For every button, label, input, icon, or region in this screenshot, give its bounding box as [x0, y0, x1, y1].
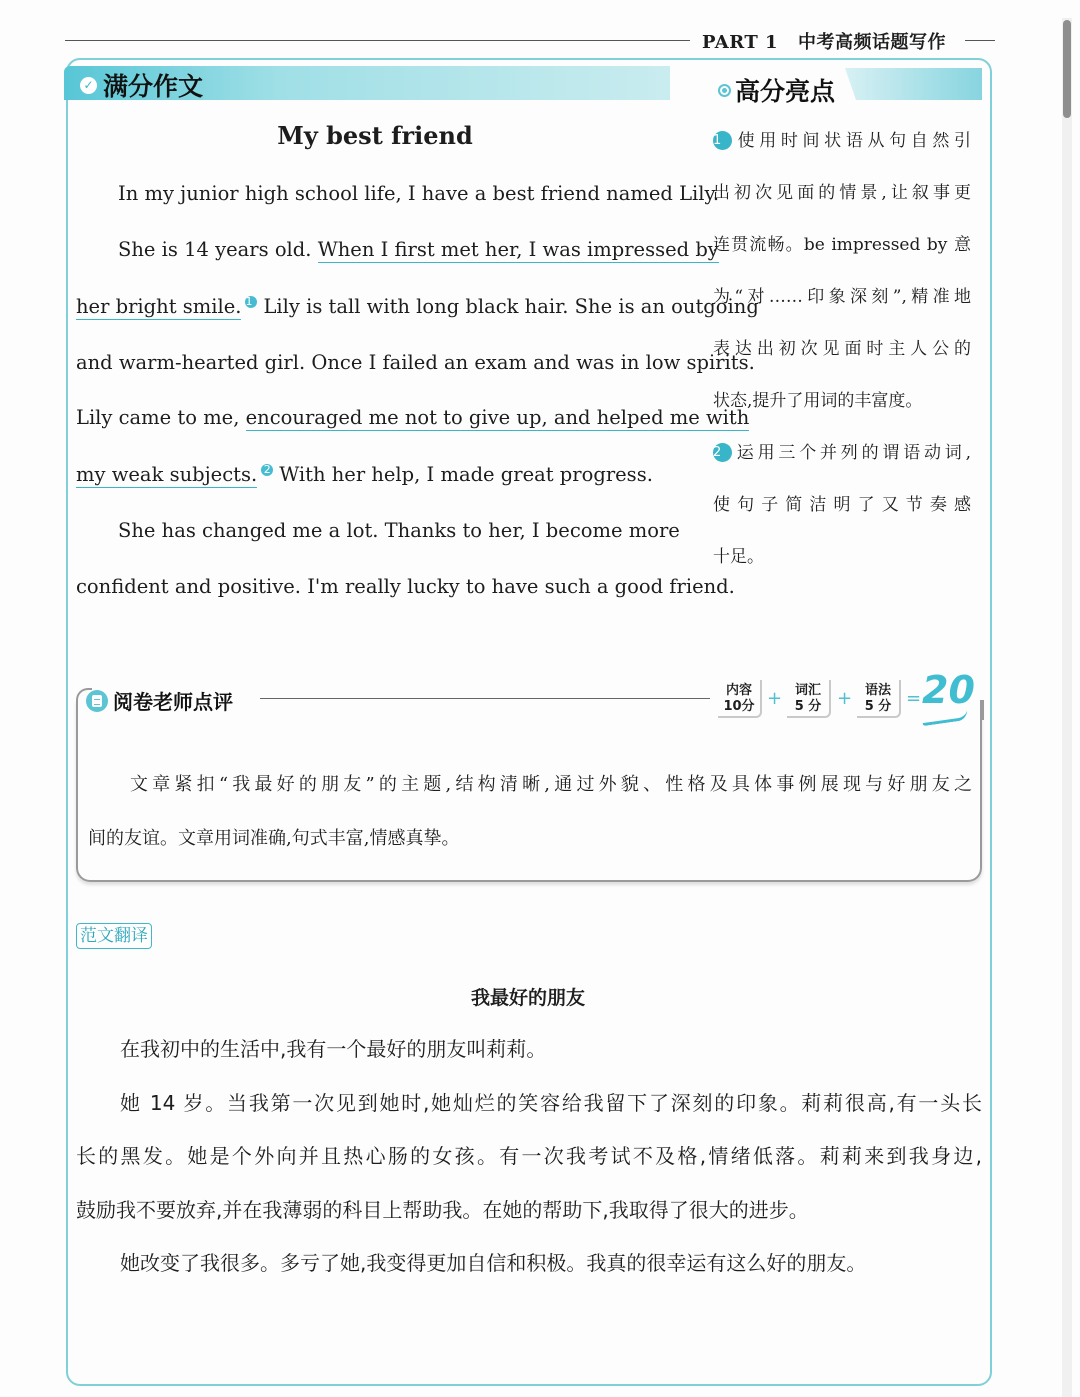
marker-1: 1	[245, 296, 257, 308]
review-title: 阅卷老师点评	[86, 686, 233, 715]
essay-title: My best friend	[277, 121, 473, 150]
header-part: PART 1	[702, 32, 779, 53]
header-rule-left	[65, 40, 690, 41]
highlight-1-line-5: 表达出初次见面时主人公的	[713, 339, 971, 359]
highlight-underline-2: encouraged me not to give up, and helped me with	[245, 406, 750, 429]
review-text-line-1: 文章紧扣“我最好的朋友”的主题,结构清晰,通过外貌、性格及具体事例展现与好朋友之	[130, 774, 972, 795]
essay-tab-title	[80, 67, 203, 103]
target-icon	[718, 84, 731, 97]
review-rule	[260, 698, 710, 699]
translation-title: 我最好的朋友	[470, 987, 585, 1009]
scrollbar-thumb[interactable]	[1063, 20, 1071, 118]
highlight-1-line-1: 1 使用时间状语从句自然引	[713, 131, 971, 151]
equals-sign: =	[906, 688, 922, 709]
highlight-2-line-1: 2 运用三个并列的谓语动词,	[713, 443, 971, 463]
plus-sign-2: +	[837, 688, 853, 709]
highlight-2-line-2: 使句子简洁明了又节奏感	[713, 495, 971, 515]
translation-line-4: 鼓励我不要放弃,并在我薄弱的科目上帮助我。在她的帮助下,我取得了很大的进步。	[76, 1198, 809, 1222]
essay-line-3: her bright smile. 1 Lily is tall with long black hair. She is an outgoing	[76, 295, 759, 318]
highlight-underline-1: When I first met her, I was impressed by	[317, 238, 719, 261]
translation-line-3: 长的黑发。她是个外向并且热心肠的女孩。有一次我考试不及格,情绪低落。莉莉来到我身边,	[76, 1144, 982, 1168]
highlight-1-line-6: 状态,提升了用词的丰富度。	[713, 391, 923, 411]
highlights-tab-label: 高分亮点	[735, 77, 836, 106]
essay-line-6: my weak subjects. 2 With her help, I made great progress.	[76, 463, 653, 486]
check-icon: ✓	[80, 77, 97, 94]
highlight-2-line-3: 十足。	[713, 547, 764, 567]
translation-label: 范文翻译	[76, 923, 152, 949]
translation-line-2: 她 14 岁。当我第一次见到她时,她灿烂的笑容给我留下了深刻的印象。莉莉很高,有一头长	[120, 1091, 982, 1115]
scrollbar-track[interactable]	[1062, 18, 1072, 1397]
page-header	[702, 28, 946, 54]
total-score: 20	[922, 668, 975, 712]
document-icon	[86, 690, 108, 712]
translation-line-5: 她改变了我很多。多亏了她,我变得更加自信和积极。我真的很幸运有这么好的朋友。	[120, 1251, 867, 1275]
marker-2: 2	[261, 464, 273, 476]
essay-line-7: She has changed me a lot. Thanks to her, I become more	[118, 519, 680, 542]
highlight-1-line-4: 为“对……印象深刻”,精准地	[713, 287, 971, 307]
translation-line-1: 在我初中的生活中,我有一个最好的朋友叫莉莉。	[120, 1037, 547, 1061]
highlights-tab-title	[718, 72, 835, 108]
highlight-1-line-2: 出初次见面的情景,让叙事更	[713, 183, 971, 203]
review-text-line-2: 间的友谊。文章用词准确,句式丰富,情感真挚。	[88, 828, 460, 849]
score-grammar: 语法 5 分	[857, 680, 901, 718]
highlights-tab-bar	[845, 68, 982, 100]
score-vocab: 词汇 5 分	[787, 680, 831, 718]
highlight-1-line-3: 连贯流畅。be impressed by 意	[713, 235, 971, 255]
essay-line-4: and warm-hearted girl. Once I failed an exam and was in low spirits.	[76, 351, 755, 374]
header-section: 中考高频话题写作	[798, 32, 947, 53]
essay-line-5: Lily came to me, encouraged me not to give up, and helped me with	[76, 406, 750, 429]
plus-sign-1: +	[767, 688, 783, 709]
essay-line-8: confident and positive. I'm really lucky to have such a good friend.	[76, 575, 735, 598]
header-rule-right	[965, 40, 995, 41]
highlight-number-2: 2	[713, 443, 732, 462]
essay-line-2: She is 14 years old. When I first met her, I was impressed by	[118, 238, 719, 261]
highlight-number-1: 1	[713, 131, 732, 150]
score-content: 内容 10分	[718, 680, 762, 718]
essay-line-1: In my junior high school life, I have a best friend named Lily.	[118, 182, 720, 205]
essay-tab-label: 满分作文	[103, 72, 204, 101]
